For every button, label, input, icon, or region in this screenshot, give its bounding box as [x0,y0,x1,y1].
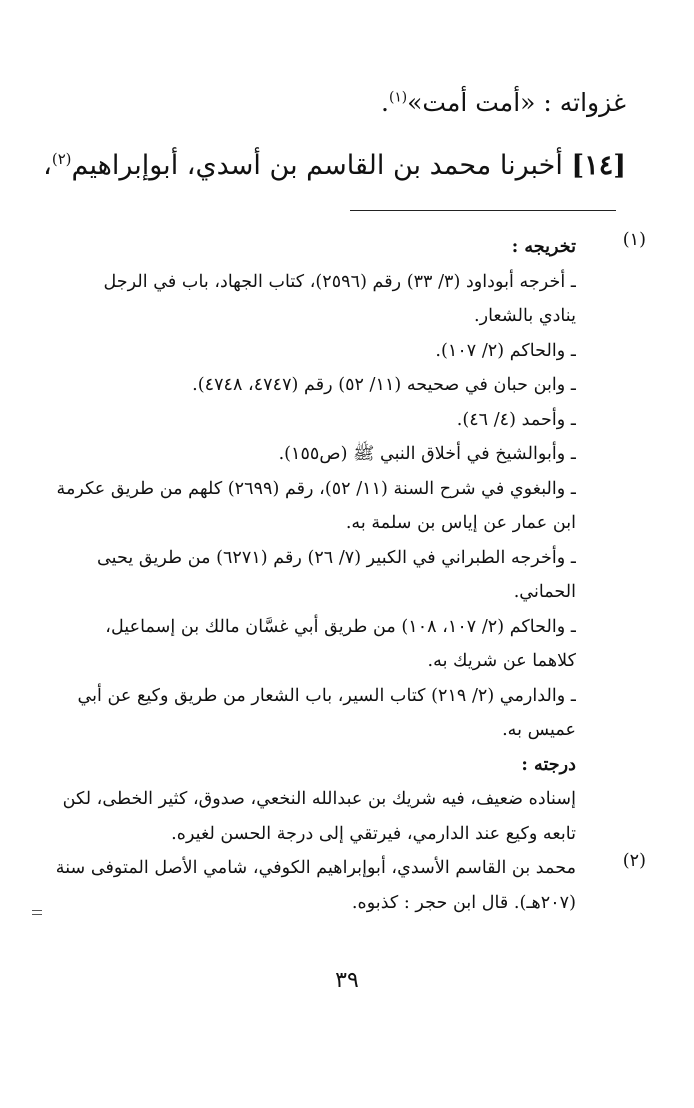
margin-mark [32,914,42,915]
footnote-line: تابعه وكيع عند الدارمي، فيرتقي إلى درجة الحسن لغيره. [171,823,576,844]
footnote-ref-1: (١) [388,89,408,106]
hadith-number: [١٤] [571,150,626,181]
footnote-line: ـ وابن حبان في صحيحه (١١/ ٥٢) رقم (٤٧٤٧، ٤٧٤٨). [192,375,576,395]
footnote-divider [350,210,616,211]
footnote-number: (٢) [622,851,646,871]
footnote-ref-2: (٢) [51,150,72,168]
footnote-line: كلاهما عن شريك به. [427,651,576,671]
footnote-line: (٢٠٧هـ). قال ابن حجر : كذبوه. [351,892,576,913]
opening-text: غزواته : «أمت أمت» [407,88,626,117]
footnote-line: ـ والبغوي في شرح السنة (١١/ ٥٢)، رقم (٢٦٩٩) كلهم من طريق عكرمة [56,478,576,499]
footnote-line: إسناده ضعيف، فيه شريك بن عبدالله النخعي، صدوق، كثير الخطى، لكن [62,789,576,809]
hadith-heading [43,150,626,181]
footnote-line: ـ أخرجه أبوداود (٣/ ٣٣) رقم (٢٥٩٦)، كتاب الجهاد، باب في الرجل [103,271,576,292]
footnote-line: ـ وأخرجه الطبراني في الكبير (٧/ ٢٦) رقم (٦٢٧١) من طريق يحيى [97,547,576,568]
hadith-text: أخبرنا محمد بن القاسم بن أسدي، أبوإبراهيم [71,150,572,181]
footnote-line: ـ والحاكم (٢/ ١٠٧). [435,340,576,361]
footnote-number: (١) [622,230,646,250]
footnote-heading: درجته : [521,753,576,775]
margin-mark [32,910,42,911]
footnote [46,230,646,851]
footnote-line: الحماني. [513,582,576,602]
footnote-line: ينادي بالشعار. [473,306,576,326]
footnote-line: ـ والحاكم (٢/ ١٠٧، ١٠٨) من طريق أبي غسَّان مالك بن إسماعيل، [105,616,576,637]
opening-end: . [381,88,389,117]
footnote-line: عميس به. [502,720,576,740]
footnote-heading: تخريجه : [511,236,576,257]
footnote-line: ـ والدارمي (٢/ ٢١٩) كتاب السير، باب الشعار من طريق وكيع عن أبي [77,685,576,706]
opening-text-line [381,88,626,117]
footnote-line: ـ وأبوالشيخ في أخلاق النبي ﷺ (ص١٥٥). [278,444,576,464]
footnote [46,851,646,920]
page-number: ٣٩ [335,968,359,993]
footnotes [46,230,646,920]
footnote-line: محمد بن القاسم الأسدي، أبوإبراهيم الكوفي، شامي الأصل المتوفى سنة [55,858,576,878]
hadith-end: ، [43,150,52,181]
footnote-line: ابن عمار عن إياس بن سلمة به. [345,513,576,533]
footnote-line: ـ وأحمد (٤/ ٤٦). [456,409,576,430]
